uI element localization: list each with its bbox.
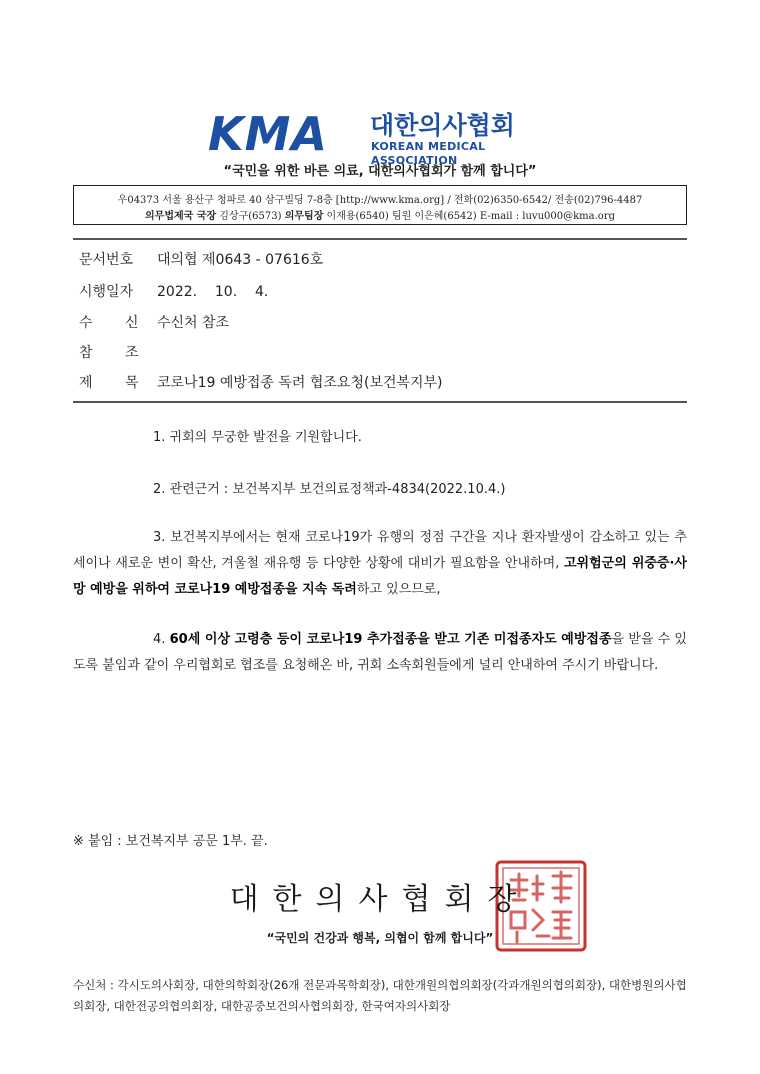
header-rule-top <box>73 238 687 240</box>
contact-line-address: 우04373 서울 용산구 청파로 40 삼구빌딩 7-8층 [http://www.kma.org] / 전화(02)6350-6542/ 전송(02)796-4487 <box>117 195 643 206</box>
logo-name-english: KOREAN MEDICAL ASSOCIATION <box>371 140 486 167</box>
paragraph-3 <box>73 525 687 603</box>
date-label: 시행일자 <box>79 284 134 300</box>
doc-number-label: 문서번호 <box>79 252 134 268</box>
meta-reference <box>79 343 157 363</box>
paragraph-3-text: 3. 보건복지부에서는 현재 코로나19가 유행의 정점 구간을 지나 환자발생이 감소하고 있는 추세이나 새로운 변이 확산, 겨울철 재유행 등 다양한 상황에 대비가 필요함을 안내하며, <box>73 530 687 571</box>
recipient-value: 수신처 참조 <box>157 315 230 331</box>
contact-title-director: 의무법제국 국장 <box>145 211 217 222</box>
recipients-list: 수신처 : 각시도의사회장, 대한의학회장(26개 전문과목학회장), 대한개원의협의회장(각과개원의협의회장), 대한병원의사협의회장, 대한전공의협의회장, 대한공중보건의사협의회장, 한국여자의사회장 <box>73 978 687 1013</box>
recipient-label-a: 수 <box>79 315 93 331</box>
slogan: “국민을 위한 바른 의료, 대한의사협회가 함께 합니다” <box>223 164 537 179</box>
paragraph-1: 1. 귀회의 무궁한 발전을 기원합니다. <box>153 430 362 445</box>
meta-subject <box>79 373 443 393</box>
contact-line-staff <box>74 207 686 222</box>
recipient-label-b: 신 <box>125 315 139 331</box>
meta-doc-number <box>79 250 323 270</box>
header-rule-bottom <box>73 401 687 403</box>
paragraph-4-end: 을 받을 수 있도록 붙임과 같이 우리협회로 협조를 요청해온 바, 귀회 소속회원들에게 널리 안내하여 주시기 바랍니다. <box>73 632 687 673</box>
logo-name-korean: 대한의사협회 <box>370 111 515 140</box>
subject-label-a: 제 <box>79 375 93 391</box>
signature-title: 대한의사협회장 <box>229 882 531 917</box>
doc-number-value: 대의협 제0643 - 07616호 <box>157 252 324 268</box>
paragraph-4-number: 4. <box>153 632 170 647</box>
contact-name-director: 김상구(6573) <box>219 211 282 222</box>
meta-date <box>79 282 268 302</box>
contact-title-team: 의무팀장 <box>284 211 324 222</box>
paragraph-3-emphasis: 고위험군의 위중증·사망 예방을 위하여 코로나19 예방접종을 지속 독려 <box>73 556 687 597</box>
paragraph-2: 2. 관련근거 : 보건복지부 보건의료정책과-4834(2022.10.4.) <box>153 482 506 497</box>
subject-label-b: 목 <box>125 375 139 391</box>
meta-recipient <box>79 313 229 333</box>
paragraph-4-emphasis: 60세 이상 고령층 등이 코로나19 추가접종을 받고 기존 미접종자도 예방접종 <box>169 632 612 647</box>
reference-label-b: 조 <box>125 345 139 361</box>
reference-label-a: 참 <box>79 345 93 361</box>
attachment-note: ※ 붙임 : 보건복지부 공문 1부. 끝. <box>73 834 268 849</box>
logo-mark: KMA <box>208 107 329 161</box>
paragraph-4 <box>73 627 687 679</box>
contact-box <box>73 185 687 225</box>
subject-value: 코로나19 예방접종 독려 협조요청(보건복지부) <box>157 375 443 391</box>
kma-logo <box>208 107 553 167</box>
date-value: 2022. 10. 4. <box>157 284 269 300</box>
closing-slogan: “국민의 건강과 행복, 의협이 함께 합니다” <box>266 931 494 945</box>
contact-team-details: 이재용(6540) 팀원 이은혜(6542) E-mail : luvu000@kma.org <box>326 211 615 222</box>
paragraph-3-end: 하고 있으므로, <box>356 582 441 597</box>
